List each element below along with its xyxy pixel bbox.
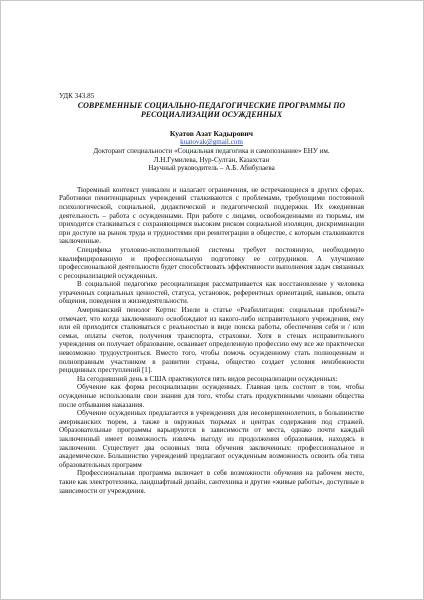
paragraph: Тюремный контекст уникален и налагает ограничения, не встречающиеся в других сферах. Работники пенитенциарных учреждений сталкиваются с проблемами, требующими постоянной психологической, социальной, дидактической и педагогической поддержки. Их ежедневная деятельность – работа с осужденными. При работе с лицами, освобожденными из тюрьмы, им приходится сталкиваться с сохраняющимся высоким риском социальной изоляции, дискриминации при доступе на рынок труда и трудностями при реинтеграции в обществе, с которым сталкиваются заключенные. <box>59 185 364 246</box>
paragraph: На сегодняшний день в США практикуются пять видов ресоциализации осужденных: <box>77 374 338 383</box>
paragraph: Обучение как форма ресоциализации осужденных. Главная цель состоит в том, чтобы осужденные использовали свои знания для того, чтобы стать продуктивными членами общества после отбывания наказания. <box>59 383 364 409</box>
paragraph: Специфика уголовно-исполнительной системы требует постоянную, необходимую квалифицированную и профессиональную подготовку ее сотрудников. А улучшение профессиональной деятельности будет способствовать эффективности выполнения задач связанных с ресоциализацией осужденных. <box>59 245 364 280</box>
author-name: Куатов Азат Кадырович <box>169 128 254 138</box>
article-title <box>59 101 364 120</box>
title-line: РЕСОЦИАЛИЗАЦИИ ОСУЖДЕННЫХ <box>140 110 283 120</box>
author-email-link[interactable]: kuatovak@gmail.com <box>180 138 243 147</box>
paragraph: В социальной педагогике ресоциализация рассматривается как восстановление у человека утраченных социальных ценностей, статуса, установок, референтных ориентаций, навыков, опыта общения, поведения и жизнедеятельности. <box>59 280 364 306</box>
udk-code: УДК 343.85 <box>59 92 95 100</box>
author-affiliation <box>59 147 364 164</box>
affiliation-line: Докторант специальности «Социальная педагогика и самопознание» ЕНУ им. <box>93 146 330 155</box>
article-body <box>59 186 364 495</box>
affiliation-line: Л.Н.Гумилева, Нур-Султан, Казахстан <box>153 155 270 164</box>
scientific-advisor: Научный руководитель – А.Б. Абибулаева <box>148 164 275 173</box>
title-line: СОВРЕМЕННЫЕ СОЦИАЛЬНО-ПЕДАГОГИЧЕСКИЕ ПРОГРАММЫ ПО <box>77 100 346 110</box>
article <box>59 92 364 495</box>
paragraph: Американский пенолог Кертис Изели в статье «Реабилитация: социальная проблема?» отмечает, что когда заключенного освобождают из какого-либо исправительного учреждения, ему или ей приходится сталкиваться с реальностью в виде поиска работы, обеспечения себя и / или семьи, оплаты счетов, получения транспорта, страховки. Хотя в стенах исправительного учреждения он получает образование, осваивает определенную профессию ему все же практически невозможно трудоустроиться. Вместо того, чтобы помочь осужденному стать полноценным и полноправным участником в развитии страны, общество создает условия неизбежности рецидивных преступлений [1]. <box>59 306 364 375</box>
paragraph: Профессиональная программа включает в себя возможности обучения на рабочем месте, такие как электротехника, ландшафтный дизайн, сантехника и другие «живые работы», доступные в зависимости от учреждения. <box>59 469 364 495</box>
paragraph: Обучение осужденных предлагается в учреждениях для несовершеннолетних, в большинстве американских тюрем, а также в окружных тюрьмах и центрах содержания под стражей. Образовательные программы варьируются в зависимости от места, однако почти каждый заключенный имеет возможность извлечь выгоду из продолжения образования, находясь в заключении. Существует два основных типа обучения заключенных: профессиональное и академическое. Большинство учреждений предлагают осужденным возможность освоить оба типа образовательных программ <box>59 409 364 469</box>
